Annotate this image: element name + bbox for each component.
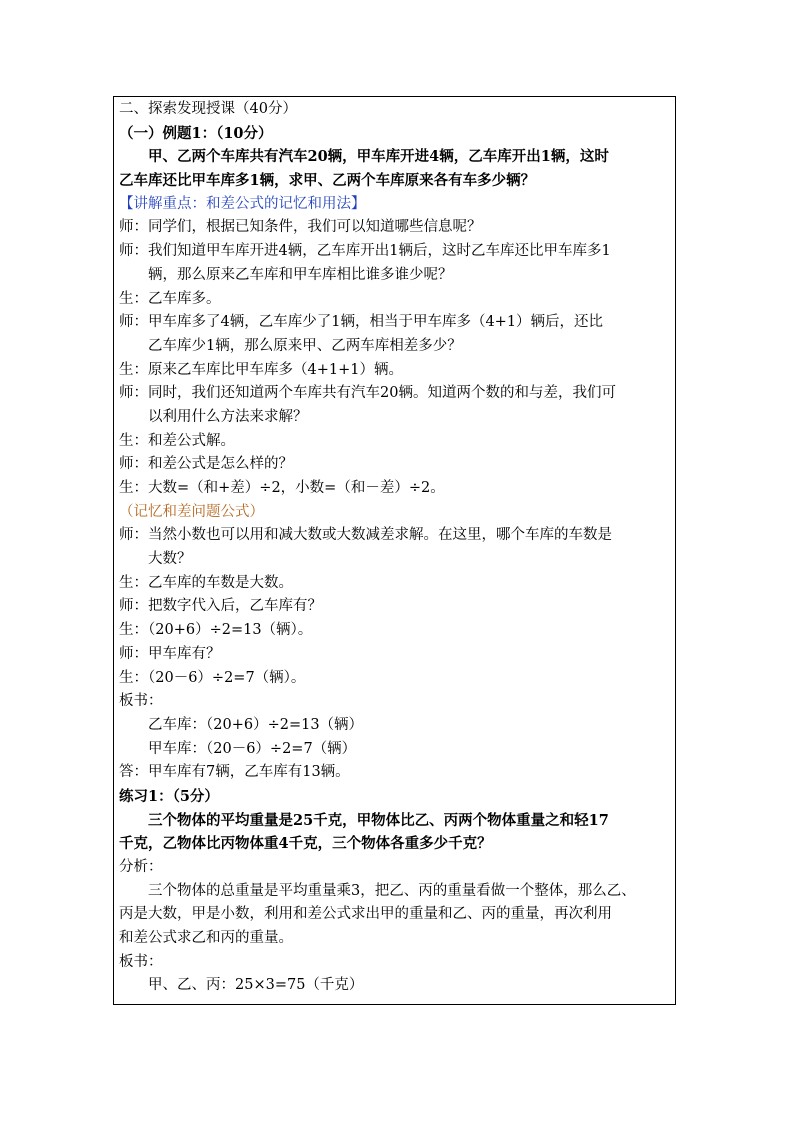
section-heading: 二、探索发现授课（40分） [119,101,297,117]
board-line: 甲车库：（20－6）÷2=7（辆） [148,740,357,757]
dialogue-line: 生：（20+6）÷2=13（辆）。 [119,622,313,639]
practice-problem-line-1: 三个物体的平均重量是25千克，甲物体比乙、丙两个物体重量之和轻17 [148,811,609,829]
dialogue-line: 师：当然小数也可以用和减大数或大数减差求解。在这里，哪个车库的车数是 [119,527,612,544]
example-problem-line-1: 甲、乙两个车库共有汽车20辆，甲车库开进4辆，乙车库开出1辆，这时 [148,148,609,166]
dialogue-line: 生：（20－6）÷2=7（辆）。 [119,669,306,686]
dialogue-line: 师：甲车库多了4辆，乙车库少了1辆，相当于甲车库多（4+1）辆后，还比 [119,314,604,331]
practice-problem-line-2: 千克，乙物体比丙物体重4千克，三个物体各重多少千克？ [119,835,492,853]
dialogue-line-continued: 大数？ [148,551,192,568]
dialogue-line: 生：乙车库多。 [119,290,221,307]
dialogue-line: 师：我们知道甲车库开进4辆，乙车库开出1辆后，这时乙车库还比甲车库多1 [119,243,611,260]
board-label: 板书： [119,693,163,710]
board-line: 乙车库：（20+6）÷2=13（辆） [148,716,364,733]
dialogue-line: 生：原来乙车库比甲车库多（4+1+1）辆。 [119,361,403,378]
dialogue-line: 师：同学们，根据已知条件，我们可以知道哪些信息呢？ [119,219,482,236]
dialogue-line: 师：把数字代入后，乙车库有？ [119,598,322,615]
dialogue-line: 生：大数=（和+差）÷2，小数=（和－差）÷2。 [119,480,445,496]
example-problem-line-2: 乙车库还比甲车库多1辆，求甲、乙两个车库原来各有车多少辆？ [119,172,536,190]
dialogue-line: 生：乙车库的车数是大数。 [119,574,293,591]
key-point-note: 【讲解重点：和差公式的记忆和用法】 [119,195,366,212]
dialogue-line: 生：和差公式解。 [119,432,235,449]
board-line: 甲、乙、丙：25×3=75（千克） [148,977,364,994]
analysis-line: 三个物体的总重量是平均重量乘3，把乙、丙的重量看做一个整体，那么乙、 [148,882,636,899]
dialogue-line: 师：甲车库有？ [119,645,221,662]
dialogue-line: 师：和差公式是怎么样的？ [119,456,293,473]
dialogue-line-continued: 辆，那么原来乙车库和甲车库相比谁多谁少呢？ [148,266,453,283]
analysis-label: 分析： [119,859,163,875]
analysis-line: 丙是大数，甲是小数，利用和差公式求出甲的重量和乙、丙的重量，再次利用 [119,906,612,923]
memory-note: （记忆和差问题公式） [119,503,264,520]
dialogue-line-continued: 乙车库少1辆，那么原来甲、乙两车库相差多少？ [148,337,462,354]
example-heading: （一）例题1：（10分） [119,124,273,142]
dialogue-line-continued: 以利用什么方法来求解？ [148,408,308,425]
answer-line: 答：甲车库有7辆，乙车库有13辆。 [119,764,350,781]
dialogue-line: 师：同时，我们还知道两个车库共有汽车20辆。知道两个数的和与差，我们可 [119,385,616,402]
board-label: 板书： [119,953,163,970]
lesson-content [119,98,671,998]
analysis-line: 和差公式求乙和丙的重量。 [119,930,293,947]
practice-heading: 练习1：（5分） [119,787,219,805]
